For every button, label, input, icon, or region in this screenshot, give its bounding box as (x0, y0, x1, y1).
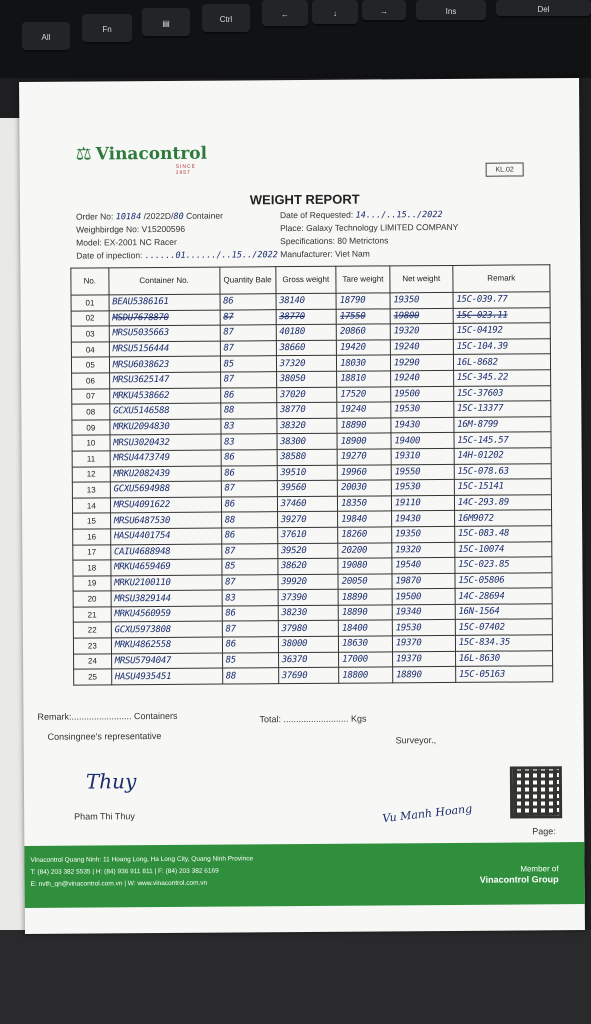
table-cell: 15C-10074 (455, 541, 552, 557)
table-cell: 39920 (278, 574, 339, 590)
table-cell: 37610 (277, 527, 338, 543)
table-cell: 19270 (337, 449, 391, 465)
table-cell: 88 (222, 668, 278, 684)
table-cell: 15C-023.11 (453, 307, 550, 323)
table-cell: 18890 (337, 418, 391, 434)
requested-date: Date of Requested: 14.../..15../2022 (279, 209, 443, 221)
table-cell: 02 (71, 310, 109, 326)
table-cell: 15C-145.57 (454, 432, 551, 448)
table-cell: MRSU4473749 (110, 450, 221, 466)
table-cell: 85 (222, 652, 278, 668)
table-cell: 20 (73, 591, 111, 607)
table-cell: 19550 (391, 464, 454, 480)
table-cell: 15C-104.39 (453, 339, 550, 355)
table-cell: 19530 (391, 480, 454, 496)
table-cell: MRKU4538662 (109, 388, 220, 404)
manufacturer: Manufacturer: Viet Nam (280, 248, 370, 260)
table-cell: 25 (74, 669, 112, 685)
key-del: Del (496, 0, 591, 18)
table-cell: 23 (73, 638, 111, 654)
table-header-row (71, 265, 550, 295)
table-cell: 19530 (392, 620, 455, 636)
column-header: Quantity Bale (219, 267, 275, 294)
table-cell: MRSU5794047 (111, 653, 222, 669)
table-cell: 87 (222, 621, 278, 637)
table-cell: 19340 (392, 604, 455, 620)
table-cell: 38050 (276, 371, 337, 387)
table-cell: 38000 (278, 636, 339, 652)
vinacontrol-logo (75, 143, 208, 176)
table-cell: 86 (221, 528, 277, 544)
table-cell: 12 (72, 466, 110, 482)
table-cell: 17520 (337, 386, 391, 402)
table-cell: 37690 (278, 667, 339, 683)
table-cell: 03 (71, 326, 109, 342)
table-cell: 88 (220, 403, 276, 419)
column-header: Gross weight (275, 266, 336, 293)
table-cell: 86 (220, 387, 276, 403)
brand-since: SINCE 1957 (175, 163, 196, 176)
table-cell: 38320 (276, 418, 337, 434)
specifications: Specifications: 80 Metrictons (280, 235, 389, 247)
table-cell: 18890 (338, 605, 392, 621)
table-cell: 19350 (392, 526, 455, 542)
member-of: Member of Vinacontrol Group (479, 864, 559, 885)
table-cell: 15C-05163 (455, 666, 552, 682)
table-cell: GCXU5146588 (110, 403, 221, 419)
table-cell: 87 (220, 372, 276, 388)
table-cell: HASU4401754 (110, 528, 221, 544)
table-cell: MRSU5156444 (109, 341, 220, 357)
table-cell: 19420 (337, 340, 391, 356)
table-cell: 15C-13377 (454, 401, 551, 417)
table-cell: 24 (74, 653, 112, 669)
table-cell: 15C-023.85 (455, 557, 552, 573)
table-cell: 22 (73, 622, 111, 638)
table-cell: 38770 (276, 402, 337, 418)
table-cell: 19540 (392, 558, 455, 574)
table-cell: 19240 (390, 339, 453, 355)
table-cell: 18900 (337, 433, 391, 449)
table-cell: 19530 (391, 402, 454, 418)
table-cell: 11 (72, 451, 110, 467)
remark-line: Remark:........................ Containers (37, 710, 178, 722)
table-cell: 18 (73, 560, 111, 576)
table-cell: 38230 (278, 605, 339, 621)
table-cell: 18810 (337, 371, 391, 387)
column-header: Remark (453, 265, 550, 293)
model: Model: EX-2001 NC Racer (76, 236, 177, 248)
table-cell: 04 (71, 342, 109, 358)
table-cell: 16L-8630 (455, 650, 552, 666)
table-cell: 38620 (277, 558, 338, 574)
phone-line: T: (84) 203 382 5535 | H: (84) 936 911 811 | F: (84) 203 382 6169 (30, 867, 219, 876)
table-cell: 21 (73, 607, 111, 623)
table-cell: 85 (220, 356, 276, 372)
column-header: Container No. (109, 267, 220, 295)
table-cell: 20200 (338, 542, 392, 558)
table-cell: 38660 (276, 340, 337, 356)
desk (0, 930, 591, 1024)
weighbridge-number: Weighbirdge No: V15200596 (76, 223, 186, 235)
table-cell: 87 (220, 325, 276, 341)
table-cell: 18030 (337, 355, 391, 371)
weight-report-sheet (19, 78, 585, 934)
table-cell: 19960 (337, 464, 391, 480)
table-cell: 39270 (277, 512, 338, 528)
table-cell: 15C-039.77 (453, 292, 550, 308)
order-number: Order No: 10184 /2022D/80 Container (75, 210, 223, 223)
table-cell: 18350 (338, 496, 392, 512)
table-cell: 16 (73, 529, 111, 545)
table-cell: 16L-8682 (453, 354, 550, 370)
table-cell: 88 (221, 512, 277, 528)
table-cell: 87 (221, 481, 277, 497)
table-cell: 20050 (338, 574, 392, 590)
address-line: Vinacontrol Quang Ninh: 11 Hoang Long, Ha Long City, Quang Ninh Province (30, 855, 254, 864)
table-cell: 19290 (390, 355, 453, 371)
table-cell: 20860 (336, 324, 390, 340)
total-line: Total: .......................... Kgs (259, 713, 367, 725)
table-cell: MRKU2100110 (111, 575, 222, 591)
table-cell: 18630 (339, 636, 393, 652)
table-cell: 85 (221, 559, 277, 575)
table-cell: 86 (222, 606, 278, 622)
table-cell: 19 (73, 576, 111, 592)
table-cell: 39560 (277, 480, 338, 496)
table-cell: 87 (221, 543, 277, 559)
table-cell: 10 (72, 435, 110, 451)
inspection-date: Date of inpection: ......01....../..15../2022 (76, 250, 278, 262)
table-cell: 19240 (390, 370, 453, 386)
table-cell: 07 (72, 388, 110, 404)
table-cell: 15C-37603 (453, 385, 550, 401)
consignee-name: Pham Thi Thuy (74, 811, 135, 822)
table-cell: 86 (221, 496, 277, 512)
table-cell: GCXU5694988 (110, 481, 221, 497)
table-cell: 86 (221, 450, 277, 466)
table-cell: 36370 (278, 652, 339, 668)
table-cell: 19080 (338, 558, 392, 574)
table-cell: 18260 (338, 527, 392, 543)
left-arrow-key: ← (262, 0, 308, 28)
table-cell: 19320 (392, 542, 455, 558)
table-cell: 83 (222, 590, 278, 606)
down-arrow-key: ↓ (312, 0, 358, 26)
table-cell: 19350 (390, 292, 453, 308)
key-ins: Ins (416, 0, 486, 22)
table-cell: 87 (220, 309, 276, 325)
table-cell: 08 (72, 404, 110, 420)
table-cell: 15C-15141 (454, 479, 551, 495)
table-cell: 06 (72, 373, 110, 389)
table-cell: 16M-8799 (454, 417, 551, 433)
table-cell: 19430 (391, 417, 454, 433)
table-cell: 38140 (276, 293, 337, 309)
table-cell: 19430 (391, 511, 454, 527)
table-cell: MRKU4560959 (111, 606, 222, 622)
table-cell: 86 (222, 637, 278, 653)
table-cell: 16M9072 (454, 510, 551, 526)
table-cell: 87 (220, 340, 276, 356)
table-cell: 19240 (337, 402, 391, 418)
keyboard (0, 0, 591, 78)
table-cell: 39510 (277, 465, 338, 481)
table-cell: 19840 (338, 511, 392, 527)
table-cell: 40180 (276, 324, 337, 340)
table-cell: 14 (72, 498, 110, 514)
table-cell: 37020 (276, 387, 337, 403)
table-cell: BEAU5386161 (109, 294, 220, 310)
table-cell: 18790 (336, 293, 390, 309)
table-cell: 86 (221, 465, 277, 481)
table-cell: 15C-078.63 (454, 463, 551, 479)
table-cell: 18890 (393, 667, 456, 683)
table-cell: 19870 (392, 573, 455, 589)
scale-logo-icon: ⚖ (75, 143, 92, 164)
company-footer (24, 842, 584, 908)
right-arrow-key: → (362, 0, 406, 22)
column-header: No. (71, 268, 109, 295)
key-fn: Fn (82, 14, 132, 44)
table-cell: 05 (71, 357, 109, 373)
page-label: Page: (532, 826, 556, 837)
table-cell: 37980 (278, 621, 339, 637)
weight-table (70, 264, 553, 685)
table-cell: 15C-083.48 (454, 526, 551, 542)
table-cell: 16N-1564 (455, 604, 552, 620)
table-cell: MRSU4091622 (110, 497, 221, 513)
table-cell: 37390 (278, 590, 339, 606)
table-cell: 15C-834.35 (455, 635, 552, 651)
table-cell: 14H-01202 (454, 448, 551, 464)
table-cell: 15C-07402 (455, 619, 552, 635)
table-cell: 15C-04192 (453, 323, 550, 339)
table-cell: MRKU2082439 (110, 466, 221, 482)
page-title: WEIGHT REPORT (249, 191, 360, 208)
table-cell: 14C-293.89 (454, 494, 551, 510)
table-cell: MSDU7678870 (109, 310, 220, 326)
table-cell: 15C-345.22 (453, 370, 550, 386)
table-cell: 19320 (390, 324, 453, 340)
table-cell: MRSU6038623 (109, 356, 220, 372)
consignee-signature: Thuy (85, 769, 137, 794)
table-cell: 13 (72, 482, 110, 498)
key-menu: ▤ (142, 8, 190, 38)
brand-name: Vinacontrol (95, 143, 208, 164)
table-cell: 19800 (390, 308, 453, 324)
surveyor-label: Surveyor., (395, 735, 437, 746)
table-cell: 19500 (392, 589, 455, 605)
table-cell: 38300 (277, 434, 338, 450)
table-cell: 20030 (338, 480, 392, 496)
table-cell: MRSU5035663 (109, 325, 220, 341)
table-cell: 01 (71, 295, 109, 311)
table-cell: 18400 (338, 620, 392, 636)
form-code: KL.02 (486, 162, 524, 176)
table-cell: 17 (73, 544, 111, 560)
table-cell: MRSU3020432 (110, 434, 221, 450)
table-cell: 86 (220, 294, 276, 310)
table-cell: MRSU3829144 (111, 590, 222, 606)
table-cell: HASU4935451 (111, 668, 222, 684)
table-cell: 09 (72, 420, 110, 436)
table-cell: 18890 (338, 589, 392, 605)
key-ctrl: Ctrl (202, 4, 250, 34)
table-cell: 15C-05806 (455, 572, 552, 588)
table-cell: MRKU2094830 (110, 419, 221, 435)
place: Place: Galaxy Technology LIMITED COMPANY (280, 221, 459, 234)
table-cell: 18800 (339, 667, 393, 683)
table-cell: 19370 (392, 651, 455, 667)
table-cell: 37460 (277, 496, 338, 512)
surveyor-signature: Vu Manh Hoang (381, 802, 473, 826)
table-cell: 19400 (391, 433, 454, 449)
table-row (74, 666, 553, 685)
table-cell: CAIU4688948 (110, 544, 221, 560)
table-cell: 39520 (277, 543, 338, 559)
column-header: Net weight (390, 265, 453, 292)
key-all: All (22, 22, 70, 52)
table-cell: 38580 (277, 449, 338, 465)
table-cell: 38770 (276, 309, 337, 325)
table-cell: MRKU4862558 (111, 637, 222, 653)
email-line: E: nvth_qn@vinacontrol.com.vn | W: www.vinacontrol.com.vn (30, 879, 208, 888)
table-cell: 14C-28694 (455, 588, 552, 604)
table-cell: 19500 (391, 386, 454, 402)
table-cell: 87 (222, 574, 278, 590)
table-cell: 83 (220, 418, 276, 434)
table-cell: 17000 (339, 652, 393, 668)
table-cell: 17550 (336, 308, 390, 324)
table-cell: MRSU6487530 (110, 512, 221, 528)
column-header: Tare weight (336, 266, 390, 293)
table-cell: 19370 (392, 635, 455, 651)
consignee-label: Consingnee's representative (47, 730, 162, 742)
table-cell: GCXU5973808 (111, 622, 222, 638)
table-cell: MRSU3625147 (109, 372, 220, 388)
qr-code (510, 766, 562, 818)
table-cell: 83 (221, 434, 277, 450)
table-cell: 37320 (276, 356, 337, 372)
table-cell: 19310 (391, 448, 454, 464)
table-cell: 19110 (391, 495, 454, 511)
table-cell: MRKU4659469 (111, 559, 222, 575)
table-cell: 15 (73, 513, 111, 529)
